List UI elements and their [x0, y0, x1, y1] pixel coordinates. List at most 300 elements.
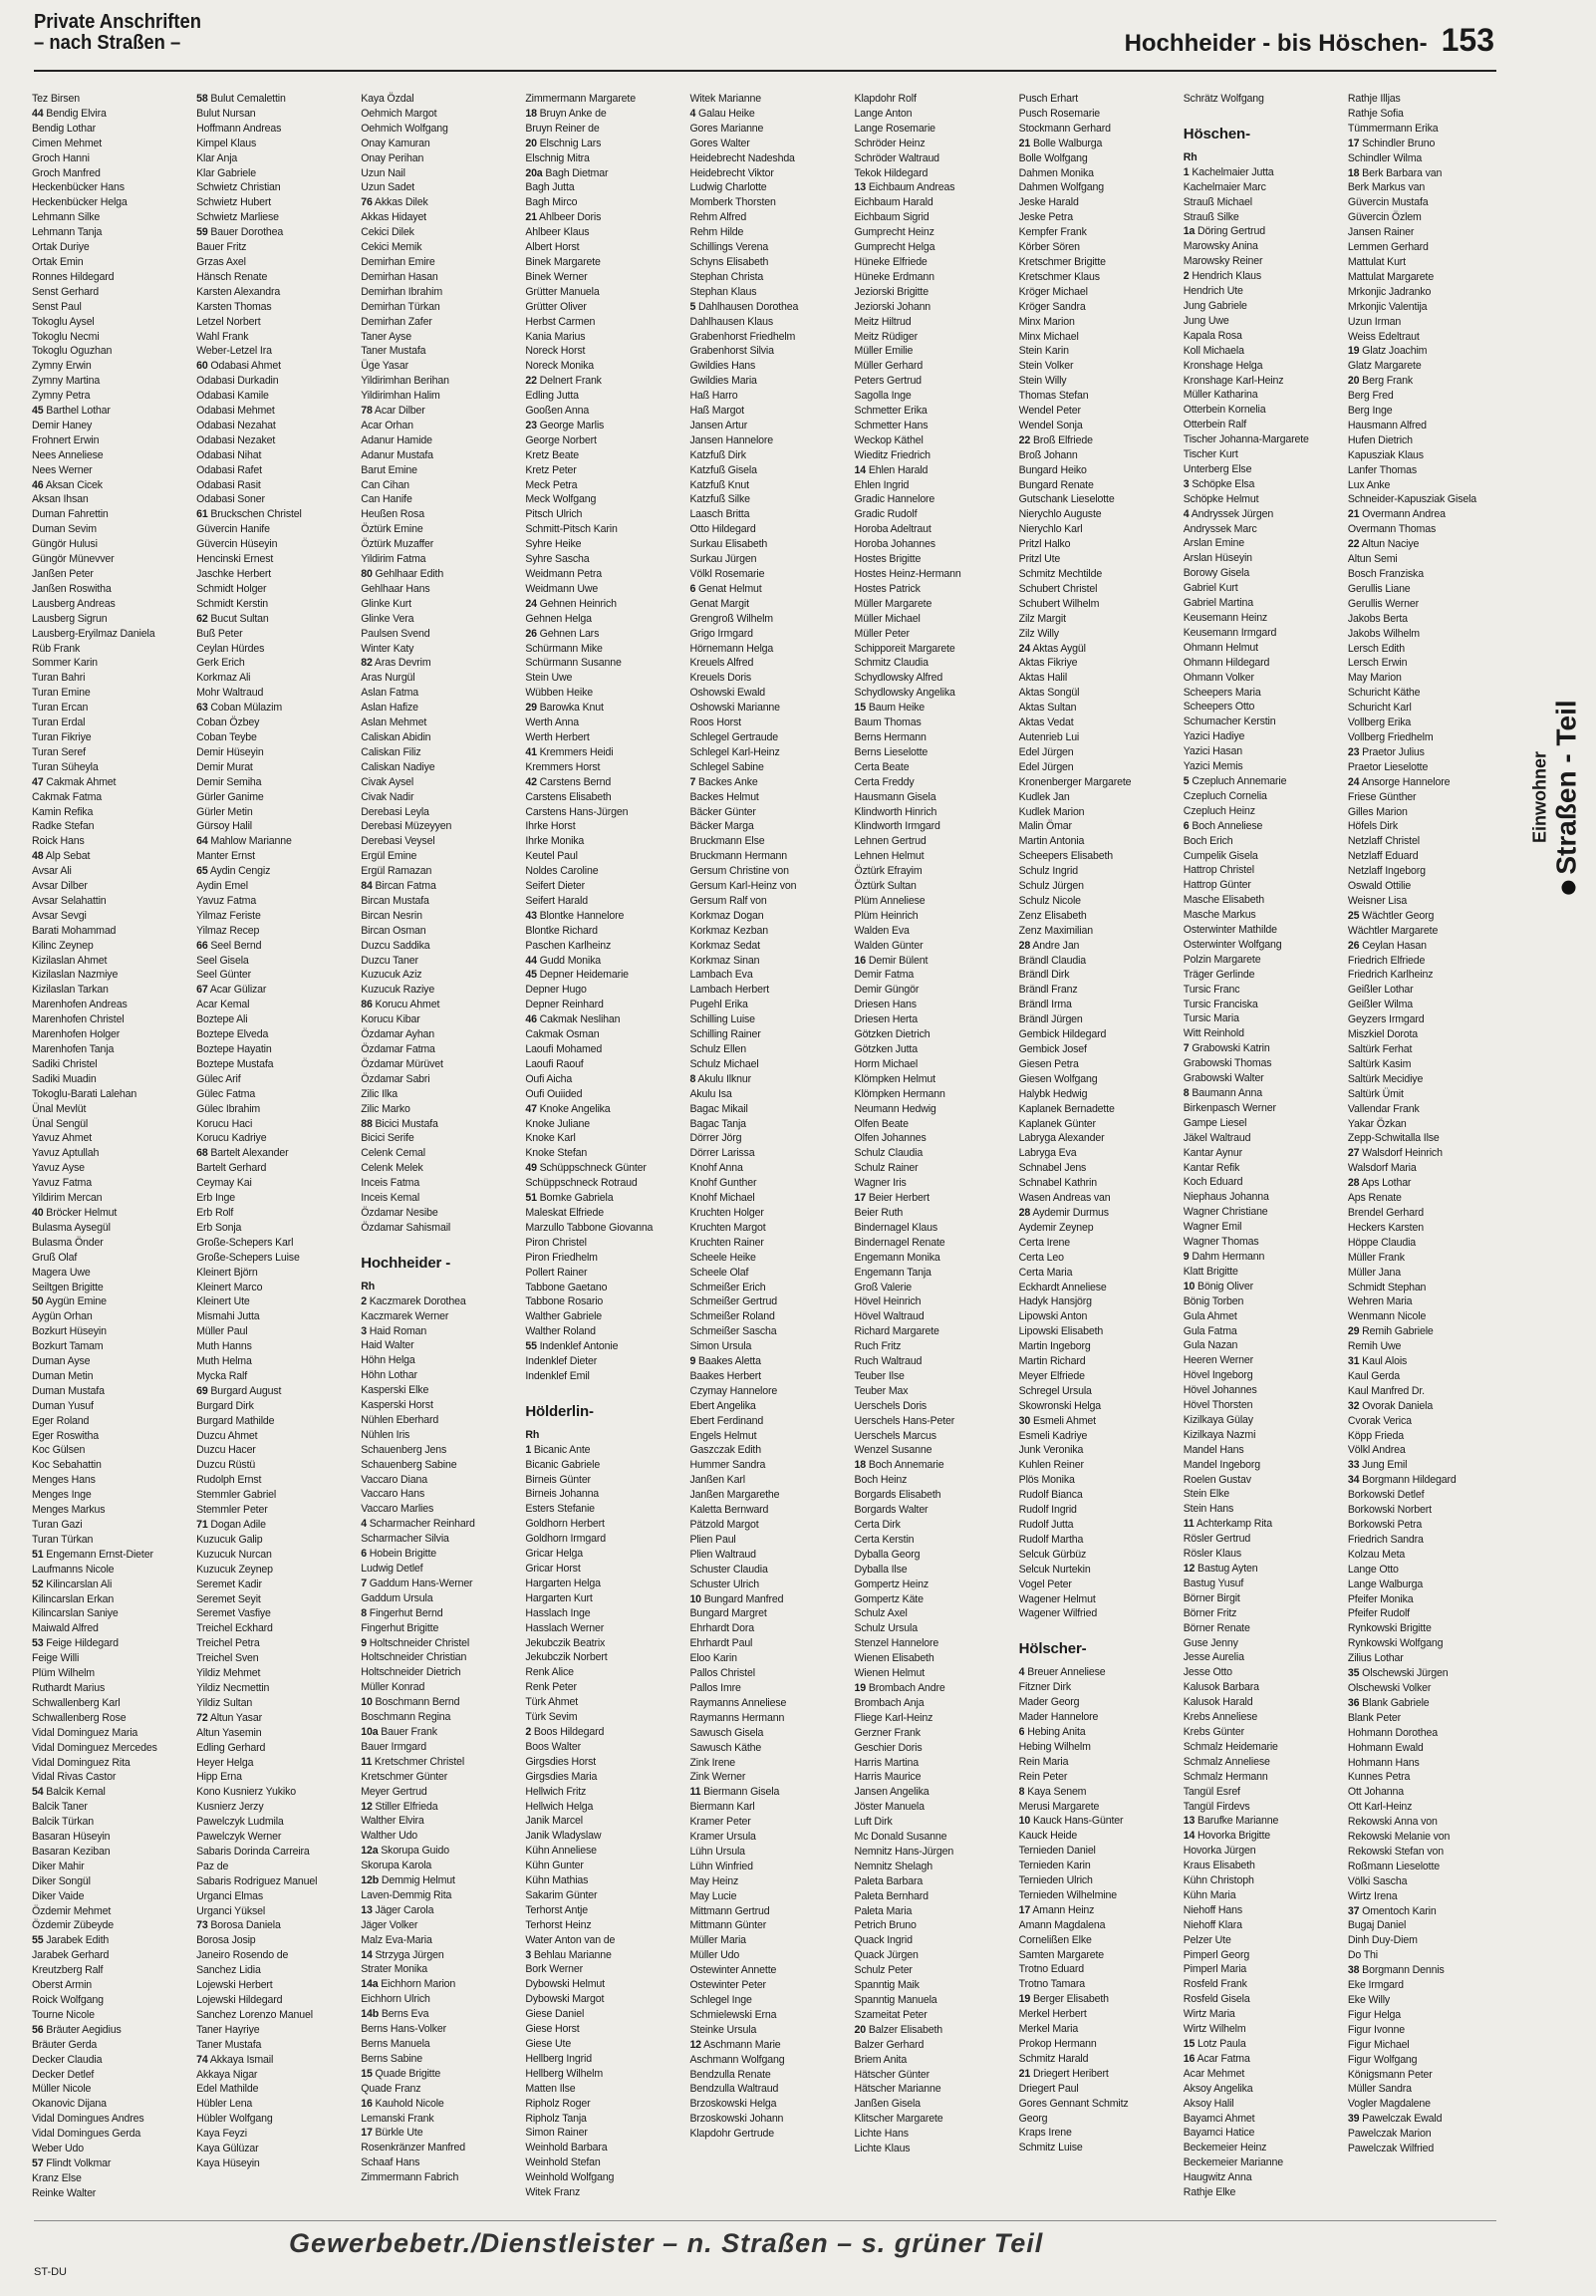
resident-entry — [32, 463, 190, 478]
resident-entry — [32, 433, 190, 448]
resident-entry — [1348, 2008, 1506, 2023]
resident-name: Glatz Joachim — [1362, 345, 1428, 358]
resident-entry — [32, 1042, 190, 1057]
resident-entry — [855, 492, 1013, 507]
resident-entry — [196, 924, 355, 939]
house-number: 4 — [1018, 1666, 1025, 1679]
resident-name: Altun Yasar — [209, 1711, 262, 1724]
resident-entry — [1348, 1578, 1506, 1592]
resident-name: Niephaus Johanna — [1183, 1191, 1269, 1204]
resident-entry — [689, 1324, 848, 1339]
resident-entry — [855, 671, 1013, 686]
resident-entry — [855, 1963, 1013, 1978]
resident-name: Berger Elisabeth — [1032, 1993, 1109, 2006]
resident-name: Große-Schepers Luise — [196, 1251, 300, 1264]
resident-name: Bulasma Aysegül — [32, 1221, 111, 1234]
resident-entry — [196, 1860, 355, 1874]
resident-name: Nemnitz Hans-Jürgen — [854, 1845, 954, 1858]
resident-entry — [1348, 1874, 1506, 1889]
resident-entry — [196, 1102, 355, 1117]
resident-name: Pfeifer Monika — [1347, 1592, 1414, 1605]
resident-name: Stein Karin — [1018, 345, 1069, 358]
house-number: 27 — [1347, 1147, 1360, 1160]
resident-name: Knoke Juliane — [525, 1117, 590, 1130]
resident-name: Gersum Christine von — [689, 865, 789, 878]
resident-name: Güvercin Hüseyin — [196, 538, 278, 551]
resident-entry — [1019, 1710, 1178, 1725]
resident-entry — [361, 597, 519, 612]
resident-entry — [525, 760, 683, 775]
resident-entry — [689, 151, 848, 166]
resident-entry — [689, 137, 848, 151]
resident-name: Schubert Christel — [1018, 582, 1098, 595]
resident-entry — [689, 166, 848, 181]
resident-entry — [32, 344, 190, 359]
resident-entry — [32, 1281, 190, 1295]
house-number: 13 — [361, 1903, 373, 1916]
house-number: 14 — [854, 463, 867, 476]
house-number: 76 — [361, 196, 373, 209]
resident-entry — [689, 1785, 848, 1800]
resident-name: Bäcker Marga — [689, 820, 754, 833]
resident-entry — [32, 998, 190, 1012]
resident-entry — [1348, 255, 1506, 270]
resident-entry — [1019, 1680, 1178, 1695]
resident-name: Gompertz Käte — [854, 1592, 924, 1605]
resident-entry — [32, 419, 190, 433]
resident-name: Lambach Eva — [689, 969, 753, 982]
resident-entry — [525, 1532, 683, 1547]
house-number: 88 — [361, 1117, 373, 1130]
resident-entry — [1348, 760, 1506, 775]
resident-name: Schregel Ursula — [1018, 1384, 1092, 1397]
resident-entry — [196, 954, 355, 969]
resident-name: Lange Walburga — [1347, 1578, 1424, 1590]
resident-name: Türk Ahmet — [525, 1696, 578, 1709]
resident-entry — [525, 894, 683, 909]
resident-name: Kühn Mathias — [525, 1874, 589, 1887]
resident-name: Kronenberger Margarete — [1018, 775, 1132, 788]
resident-name: Vidal Dominguez Rita — [32, 1756, 131, 1769]
resident-entry — [1184, 462, 1342, 477]
resident-entry — [1348, 1027, 1506, 1042]
resident-name: Cakmak Fatma — [32, 790, 103, 803]
resident-entry — [1348, 1369, 1506, 1384]
resident-entry — [361, 1458, 519, 1473]
resident-entry — [1019, 686, 1178, 701]
resident-name: Jesse Otto — [1183, 1666, 1232, 1679]
resident-name: Strzyga Jürgen — [375, 1948, 444, 1961]
resident-entry — [1019, 1309, 1178, 1324]
resident-name: Surkau Jürgen — [689, 553, 757, 566]
resident-name: Neumann Hedwig — [854, 1102, 936, 1115]
resident-name: Skorupa Guido — [381, 1845, 449, 1858]
resident-entry — [361, 122, 519, 137]
resident-entry — [525, 2097, 683, 2112]
resident-entry — [689, 2053, 848, 2068]
section-title-line1: Private Anschriften — [34, 11, 202, 33]
resident-name: Duzcu Ahmet — [196, 1429, 258, 1442]
resident-entry — [1184, 1844, 1342, 1859]
resident-entry — [32, 968, 190, 983]
resident-name: Haß Margot — [689, 405, 744, 418]
resident-name: Berk Barbara van — [1362, 166, 1443, 179]
house-number: 45 — [32, 405, 44, 418]
resident-entry — [689, 1681, 848, 1696]
resident-entry — [32, 492, 190, 507]
resident-name: Pallos Imre — [689, 1681, 741, 1694]
resident-name: Bayamci Hatice — [1183, 2127, 1255, 2140]
house-number: 21 — [1347, 508, 1360, 521]
resident-name: Dogan Adile — [210, 1519, 266, 1531]
resident-name: Kilincarslan Ali — [46, 1578, 113, 1590]
resident-name: Urganci Yüksel — [196, 1904, 266, 1917]
resident-name: Walden Eva — [854, 924, 910, 937]
resident-name: Samten Margarete — [1018, 1948, 1104, 1961]
resident-name: Gompertz Heinz — [854, 1578, 929, 1590]
resident-name: Indenklef Emil — [525, 1369, 590, 1382]
resident-name: Boschmann Regina — [361, 1711, 451, 1724]
resident-entry — [361, 1206, 519, 1221]
resident-entry — [1348, 819, 1506, 834]
resident-name: Brändl Claudia — [1018, 954, 1087, 967]
resident-name: Balzer Gerhard — [854, 2038, 925, 2051]
resident-entry — [689, 1518, 848, 1533]
resident-entry — [196, 1488, 355, 1503]
resident-name: Altun Yasemin — [196, 1726, 262, 1739]
resident-entry — [525, 1458, 683, 1473]
resident-entry — [855, 522, 1013, 537]
resident-entry — [525, 805, 683, 820]
resident-name: Gembick Hildegard — [1018, 1028, 1107, 1041]
house-number: 72 — [196, 1711, 208, 1724]
resident-name: Klömpken Helmut — [854, 1072, 935, 1085]
resident-name: Figur Ivonne — [1347, 2023, 1405, 2036]
resident-entry — [1184, 819, 1342, 834]
resident-entry — [1019, 419, 1178, 433]
resident-entry — [1019, 805, 1178, 820]
resident-entry — [32, 225, 190, 240]
resident-entry — [1019, 745, 1178, 760]
resident-entry — [1019, 1339, 1178, 1354]
resident-entry — [196, 1473, 355, 1488]
resident-entry — [1019, 1948, 1178, 1963]
resident-name: Bagh Dietmar — [545, 166, 609, 179]
resident-name: Kaya Feyzi — [196, 2128, 248, 2141]
resident-name: Piron Christel — [525, 1236, 587, 1249]
resident-entry — [1019, 315, 1178, 330]
resident-name: Kramer Peter — [689, 1816, 751, 1829]
resident-entry — [361, 270, 519, 285]
resident-name: Bartelt Gerhard — [196, 1162, 267, 1175]
resident-name: Demir Semiha — [196, 775, 262, 788]
resident-name: Esmeli Kadriye — [1018, 1429, 1088, 1442]
resident-entry — [32, 1874, 190, 1889]
resident-entry — [689, 552, 848, 567]
resident-name: Große-Schepers Karl — [196, 1236, 294, 1249]
resident-name: Figur Wolfgang — [1347, 2053, 1418, 2066]
resident-name: Zymny Erwin — [32, 360, 92, 373]
resident-name: Odabasi Mehmet — [196, 405, 275, 418]
resident-name: Marowsky Reiner — [1183, 255, 1263, 268]
resident-entry — [689, 1696, 848, 1711]
resident-name: Grabowski Walter — [1183, 1072, 1264, 1085]
resident-entry — [855, 1948, 1013, 1963]
resident-entry — [1348, 1503, 1506, 1518]
resident-entry — [1019, 864, 1178, 879]
resident-name: Keusemann Heinz — [1183, 612, 1268, 624]
resident-name: Weinhold Wolfgang — [525, 2171, 615, 2184]
resident-name: Hausmann Alfred — [1347, 419, 1427, 431]
resident-name: Yildiz Necmettin — [196, 1681, 270, 1694]
house-number: 15 — [854, 702, 867, 715]
resident-entry — [1348, 1012, 1506, 1027]
resident-entry — [525, 567, 683, 582]
resident-entry — [32, 1369, 190, 1384]
resident-name: Mrkonjic Valentija — [1347, 300, 1428, 313]
resident-entry — [855, 137, 1013, 151]
resident-entry — [1019, 1251, 1178, 1266]
resident-name: Koc Sebahattin — [32, 1459, 102, 1472]
resident-entry — [1184, 1859, 1342, 1873]
resident-entry — [525, 1725, 683, 1740]
resident-name: Gaddum Hans-Werner — [369, 1577, 473, 1589]
resident-name: Seel Gisela — [196, 954, 249, 967]
resident-name: Hövel Thorsten — [1183, 1399, 1253, 1412]
resident-name: Bendzulla Renate — [689, 2068, 771, 2081]
resident-name: Schnabel Jens — [1018, 1162, 1087, 1175]
resident-entry — [855, 1904, 1013, 1919]
resident-entry — [32, 954, 190, 969]
resident-name: Eger Roland — [32, 1414, 90, 1427]
resident-entry — [1348, 954, 1506, 969]
resident-name: Quade Franz — [361, 2082, 421, 2095]
resident-name: Stemmler Gabriel — [196, 1489, 277, 1502]
resident-entry — [689, 1889, 848, 1904]
resident-name: Müller Gerhard — [854, 360, 924, 373]
resident-name: Kuzucuk Aziz — [361, 969, 422, 982]
resident-entry — [525, 1636, 683, 1651]
resident-entry — [855, 1042, 1013, 1057]
resident-entry — [32, 790, 190, 805]
resident-name: Kizilaslan Nazmiye — [32, 969, 119, 982]
resident-entry — [32, 285, 190, 300]
resident-name: Brombach Andre — [868, 1681, 945, 1694]
resident-name: Zink Irene — [689, 1756, 736, 1769]
resident-name: Tischer Johanna-Margarete — [1183, 433, 1309, 446]
resident-entry — [32, 1889, 190, 1904]
resident-name: Jöster Manuela — [854, 1801, 925, 1814]
resident-entry — [689, 2023, 848, 2038]
resident-name: Marenhofen Holger — [32, 1028, 121, 1041]
resident-entry — [196, 330, 355, 345]
resident-name: Aras Nurgül — [361, 672, 415, 685]
resident-entry — [361, 1695, 519, 1710]
resident-entry — [525, 954, 683, 969]
resident-name: Schulz Axel — [854, 1607, 908, 1620]
resident-entry — [361, 240, 519, 255]
resident-name: Onay Perihan — [361, 151, 424, 164]
resident-name: Duman Mustafa — [32, 1384, 105, 1397]
resident-name: Alp Sebat — [45, 850, 91, 863]
resident-entry — [689, 1830, 848, 1845]
resident-name: Borowy Gisela — [1183, 567, 1250, 580]
resident-name: Lux Anke — [1347, 478, 1391, 491]
resident-entry — [32, 1429, 190, 1444]
resident-entry — [525, 686, 683, 701]
resident-name: Yildirimhan Berihan — [361, 375, 449, 388]
resident-entry — [855, 2082, 1013, 2097]
resident-name: Bosch Franziska — [1347, 568, 1424, 580]
resident-entry — [361, 195, 519, 210]
resident-entry — [361, 819, 519, 834]
resident-name: Hohmann Dorothea — [1347, 1726, 1438, 1739]
resident-name: Hüneke Erdmann — [854, 270, 934, 283]
resident-name: Martin Antonia — [1018, 835, 1085, 848]
resident-name: Korucu Ahmet — [375, 999, 440, 1011]
resident-name: Gricar Horst — [525, 1563, 581, 1575]
resident-entry — [32, 1236, 190, 1251]
resident-entry — [855, 240, 1013, 255]
resident-name: Thomas Stefan — [1018, 390, 1089, 403]
resident-name: Barowka Knut — [539, 702, 604, 715]
resident-name: Ihrke Horst — [525, 820, 576, 833]
resident-entry — [32, 1666, 190, 1681]
resident-entry — [689, 567, 848, 582]
resident-name: Jeske Harald — [1018, 196, 1079, 209]
resident-name: Edling Gerhard — [196, 1741, 266, 1754]
resident-entry — [1019, 2022, 1178, 2037]
resident-entry — [196, 2053, 355, 2068]
resident-name: Wagener Helmut — [1018, 1592, 1096, 1605]
resident-name: Uerschels Marcus — [854, 1429, 936, 1442]
resident-entry — [1348, 1281, 1506, 1295]
resident-name: Paschen Karlheinz — [525, 939, 612, 952]
resident-entry — [196, 463, 355, 478]
resident-name: Heckenbücker Hans — [32, 181, 125, 194]
resident-entry — [525, 1680, 683, 1695]
resident-entry — [196, 582, 355, 597]
resident-entry — [525, 1606, 683, 1621]
resident-entry — [32, 1548, 190, 1563]
resident-entry — [1019, 522, 1178, 537]
house-number: 22 — [525, 375, 537, 388]
house-number: 24 — [1018, 642, 1031, 655]
resident-entry — [32, 1770, 190, 1785]
resident-name: Türk Sevim — [525, 1711, 578, 1724]
resident-entry — [525, 627, 683, 642]
resident-name: Petrich Bruno — [854, 1919, 917, 1932]
resident-name: Yildiz Sultan — [196, 1696, 253, 1709]
resident-name: Höppe Claudia — [1347, 1236, 1417, 1249]
resident-entry — [196, 983, 355, 998]
resident-name: Turan Türkan — [32, 1533, 94, 1546]
resident-entry — [1348, 1354, 1506, 1369]
resident-name: Vogel Peter — [1018, 1578, 1072, 1590]
house-number: 60 — [196, 360, 208, 373]
resident-entry — [855, 1102, 1013, 1117]
resident-entry — [196, 1191, 355, 1206]
house-number: 11 — [689, 1786, 701, 1799]
resident-entry — [361, 612, 519, 627]
resident-entry — [1348, 1770, 1506, 1785]
resident-name: Knoke Karl — [525, 1132, 576, 1145]
resident-name: Schüppschneck Günter — [539, 1162, 647, 1175]
resident-entry — [1184, 1175, 1342, 1190]
resident-entry — [1019, 1191, 1178, 1206]
header-rule — [34, 70, 1496, 72]
resident-entry — [196, 507, 355, 522]
resident-name: Kühn Christoph — [1183, 1874, 1254, 1887]
resident-entry — [689, 1948, 848, 1963]
resident-name: Walsdorf Maria — [1347, 1162, 1417, 1175]
resident-name: Lange Otto — [1347, 1563, 1399, 1576]
resident-entry — [1019, 1266, 1178, 1281]
resident-name: Hänsch Renate — [196, 270, 268, 283]
resident-entry — [361, 1012, 519, 1027]
resident-name: Seel Günter — [196, 969, 251, 982]
resident-name: Demmig Helmut — [381, 1874, 455, 1887]
resident-name: Öztürk Muzaffer — [361, 538, 434, 551]
resident-entry — [1184, 1220, 1342, 1235]
resident-name: Schmetter Hans — [854, 419, 929, 431]
resident-name: Gülec Arif — [196, 1072, 241, 1085]
resident-entry — [855, 864, 1013, 879]
resident-entry — [196, 240, 355, 255]
resident-name: Ohmann Hildegard — [1183, 656, 1270, 669]
resident-name: Turan Seref — [32, 745, 86, 758]
resident-name: Tekok Hildegard — [854, 166, 929, 179]
resident-name: Cornelißen Elke — [1018, 1933, 1092, 1946]
resident-name: Witek Franz — [525, 2186, 581, 2199]
resident-name: Gula Fatma — [1183, 1324, 1237, 1337]
resident-name: Birkenpasch Werner — [1183, 1101, 1276, 1114]
resident-name: Fitzner Dirk — [1018, 1681, 1072, 1694]
resident-entry — [196, 1131, 355, 1146]
resident-name: Klar Gabriele — [196, 166, 256, 179]
resident-entry — [1019, 1146, 1178, 1161]
resident-name: Bungard Heiko — [1018, 463, 1087, 476]
resident-entry — [32, 1117, 190, 1132]
resident-name: Jekubczik Beatrix — [525, 1636, 606, 1649]
resident-name: Gutschank Lieselotte — [1018, 493, 1115, 506]
resident-entry — [689, 1533, 848, 1548]
resident-entry — [689, 522, 848, 537]
resident-name: Olfen Beate — [854, 1117, 909, 1130]
resident-name: Gradic Hannelore — [854, 493, 935, 506]
resident-entry — [196, 627, 355, 642]
resident-entry — [1348, 1651, 1506, 1666]
resident-entry — [1184, 492, 1342, 507]
house-number: 20 — [525, 137, 537, 149]
resident-entry — [32, 1294, 190, 1309]
resident-entry — [689, 2082, 848, 2097]
house-number: 6 — [361, 1548, 367, 1561]
resident-name: Wenmann Nicole — [1347, 1310, 1427, 1323]
resident-entry — [32, 330, 190, 345]
resident-entry — [1019, 1503, 1178, 1518]
resident-name: Ostewinter Annette — [689, 1964, 777, 1977]
resident-name: Amann Magdalena — [1018, 1918, 1106, 1931]
resident-entry — [196, 255, 355, 270]
resident-entry — [32, 1206, 190, 1221]
resident-entry — [361, 2141, 519, 2155]
resident-entry — [855, 2097, 1013, 2112]
resident-name: Seifert Dieter — [525, 880, 586, 893]
resident-name: Kröger Michael — [1018, 285, 1088, 298]
resident-entry — [32, 552, 190, 567]
resident-entry — [855, 1681, 1013, 1696]
